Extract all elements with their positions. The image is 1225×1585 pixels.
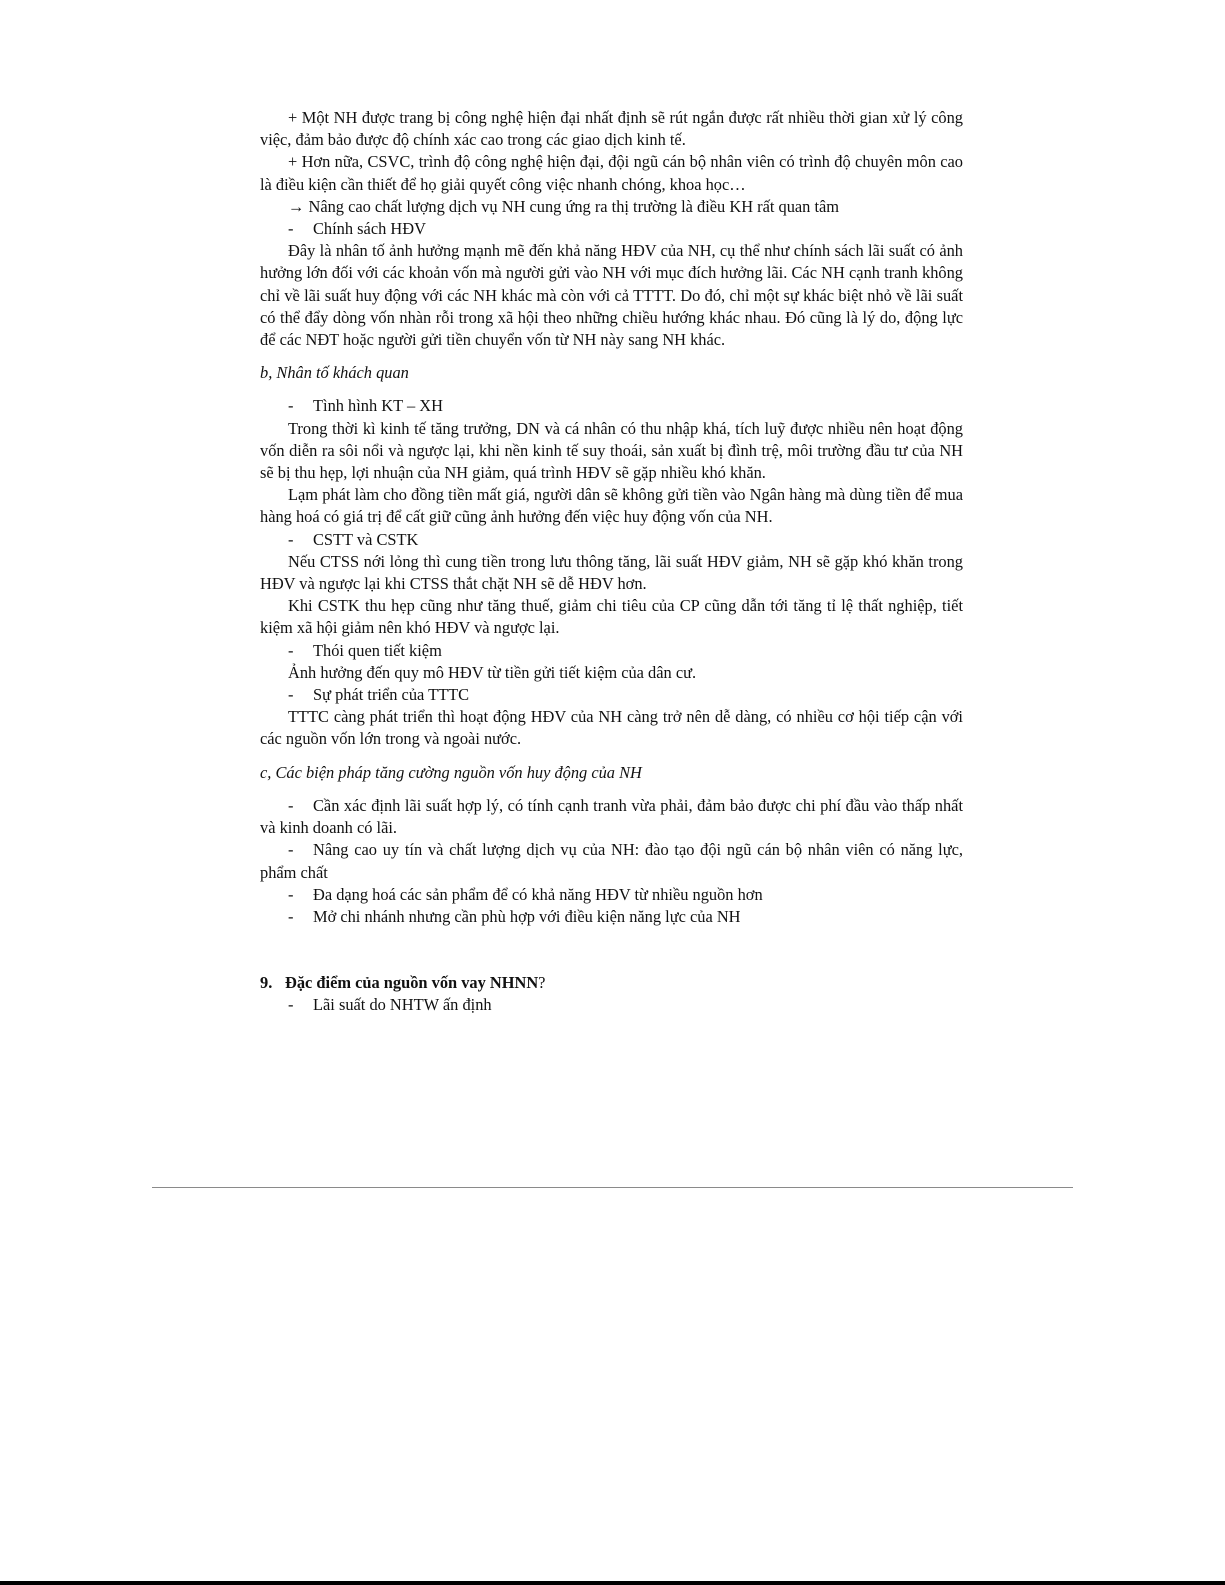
paragraph: + Hơn nữa, CSVC, trình độ công nghệ hiện đại, đội ngũ cán bộ nhân viên có trình độ chuyên môn cao là điều kiện cần thiết để họ giải quyết công việc nhanh chóng, khoa học… (260, 152, 963, 194)
question-mark: ? (538, 973, 546, 993)
bullet-text: Tình hình KT – XH (313, 396, 443, 416)
bullet-item (288, 684, 963, 706)
section-heading-c: c, Các biện pháp tăng cường nguồn vốn huy động của NH (260, 762, 642, 782)
page-bottom-edge (0, 1581, 1225, 1585)
paragraph: Đây là nhân tố ảnh hưởng mạnh mẽ đến khả năng HĐV của NH, cụ thể như chính sách lãi suất có ảnh hưởng lớn đối với các khoản vốn mà người gửi vào NH với mục đích hưởng lãi. Các NH cạnh tranh không chỉ về lãi suất huy động với các NH khác mà còn với cả TTTT. Do đó, chỉ một sự khác biệt nhỏ về lãi suất có thể đẩy dòng vốn nhàn rỗi trong xã hội theo những chiều hướng khác nhau. Đó cũng là lý do, động lực để các NĐT hoặc người gửi tiền chuyển vốn từ NH này sang NH khác. (260, 241, 963, 350)
bullet-text: Mở chi nhánh nhưng cần phù hợp với điều kiện năng lực của NH (313, 906, 741, 926)
bullet-text: CSTT và CSTK (313, 529, 419, 549)
dash-marker: - (288, 219, 294, 239)
dash-marker: - (288, 884, 294, 904)
bullet-text: Đa dạng hoá các sản phẩm để có khả năng HĐV từ nhiều nguồn hơn (313, 884, 763, 904)
bullet-item (288, 218, 963, 240)
paragraph: → Nâng cao chất lượng dịch vụ NH cung ứng ra thị trường là điều KH rất quan tâm (288, 196, 840, 216)
dash-marker: - (288, 396, 294, 416)
dash-marker: - (288, 995, 294, 1015)
dash-marker: - (288, 529, 294, 549)
bullet-text: Chính sách HĐV (313, 219, 426, 239)
paragraph: Trong thời kì kinh tế tăng trưởng, DN và cá nhân có thu nhập khá, tích luỹ được nhiều nên hoạt động vốn diễn ra sôi nổi và ngược lại, khi nền kinh tế suy thoái, sản xuất bị đình trệ, môi trường đầu tư của NH sẽ bị thu hẹp, lợi nhuận của NH giảm, quá trình HĐV sẽ gặp nhiều khó khăn. (260, 418, 963, 483)
bullet-item (288, 640, 963, 662)
bullet-item (288, 395, 963, 417)
paragraph: Ảnh hưởng đến quy mô HĐV từ tiền gửi tiết kiệm của dân cư. (288, 662, 697, 682)
dash-marker: - (288, 685, 294, 705)
document-page (260, 107, 963, 1017)
paragraph: TTTC càng phát triển thì hoạt động HĐV của NH càng trở nên dễ dàng, có nhiều cơ hội tiếp cận với các nguồn vốn lớn trong và ngoài nước. (260, 707, 963, 749)
paragraph: Nếu CTSS nới lỏng thì cung tiền trong lưu thông tăng, lãi suất HĐV giảm, NH sẽ gặp khó khăn trong HĐV và ngược lại khi CTSS thắt chặt NH sẽ dễ HĐV hơn. (260, 551, 963, 594)
bullet-item (260, 795, 963, 839)
bullet-item (260, 839, 963, 883)
paragraph: + Một NH được trang bị công nghệ hiện đại nhất định sẽ rút ngắn được rất nhiều thời gian xử lý công việc, đảm bảo được độ chính xác cao trong các giao dịch kinh tế. (260, 108, 963, 150)
bullet-text: Lãi suất do NHTW ấn định (313, 995, 492, 1015)
paragraph: Khi CSTK thu hẹp cũng như tăng thuế, giảm chi tiêu của CP cũng dẫn tới tăng tỉ lệ thất nghiệp, tiết kiệm xã hội giảm nên khó HĐV và ngược lại. (260, 596, 963, 638)
bullet-item (288, 529, 963, 551)
bullet-item (288, 994, 963, 1016)
bullet-text: Nâng cao uy tín và chất lượng dịch vụ của NH: đào tạo đội ngũ cán bộ nhân viên có năng lực, phẩm chất (260, 840, 963, 882)
paragraph: Lạm phát làm cho đồng tiền mất giá, người dân sẽ không gửi tiền vào Ngân hàng mà dùng tiền để mua hàng hoá có giá trị để cất giữ cũng ảnh hưởng đến việc huy động vốn của NH. (260, 485, 963, 527)
bullet-item (288, 884, 963, 906)
dash-marker: - (288, 840, 294, 860)
question-text: Đặc điểm của nguồn vốn vay NHNN (285, 973, 539, 993)
question-number: 9. (260, 973, 273, 993)
dash-marker: - (288, 640, 294, 660)
bullet-item (288, 906, 963, 928)
dash-marker: - (288, 795, 294, 815)
section-heading-b: b, Nhân tố khách quan (260, 363, 409, 383)
dash-marker: - (288, 906, 294, 926)
bullet-text: Cần xác định lãi suất hợp lý, có tính cạnh tranh vừa phải, đảm bảo được chi phí đầu vào thấp nhất và kinh doanh có lãi. (260, 795, 963, 838)
bullet-text: Sự phát triển của TTTC (313, 685, 470, 705)
question-heading (260, 972, 963, 994)
bullet-text: Thói quen tiết kiệm (313, 640, 442, 660)
page-divider (152, 1187, 1073, 1188)
